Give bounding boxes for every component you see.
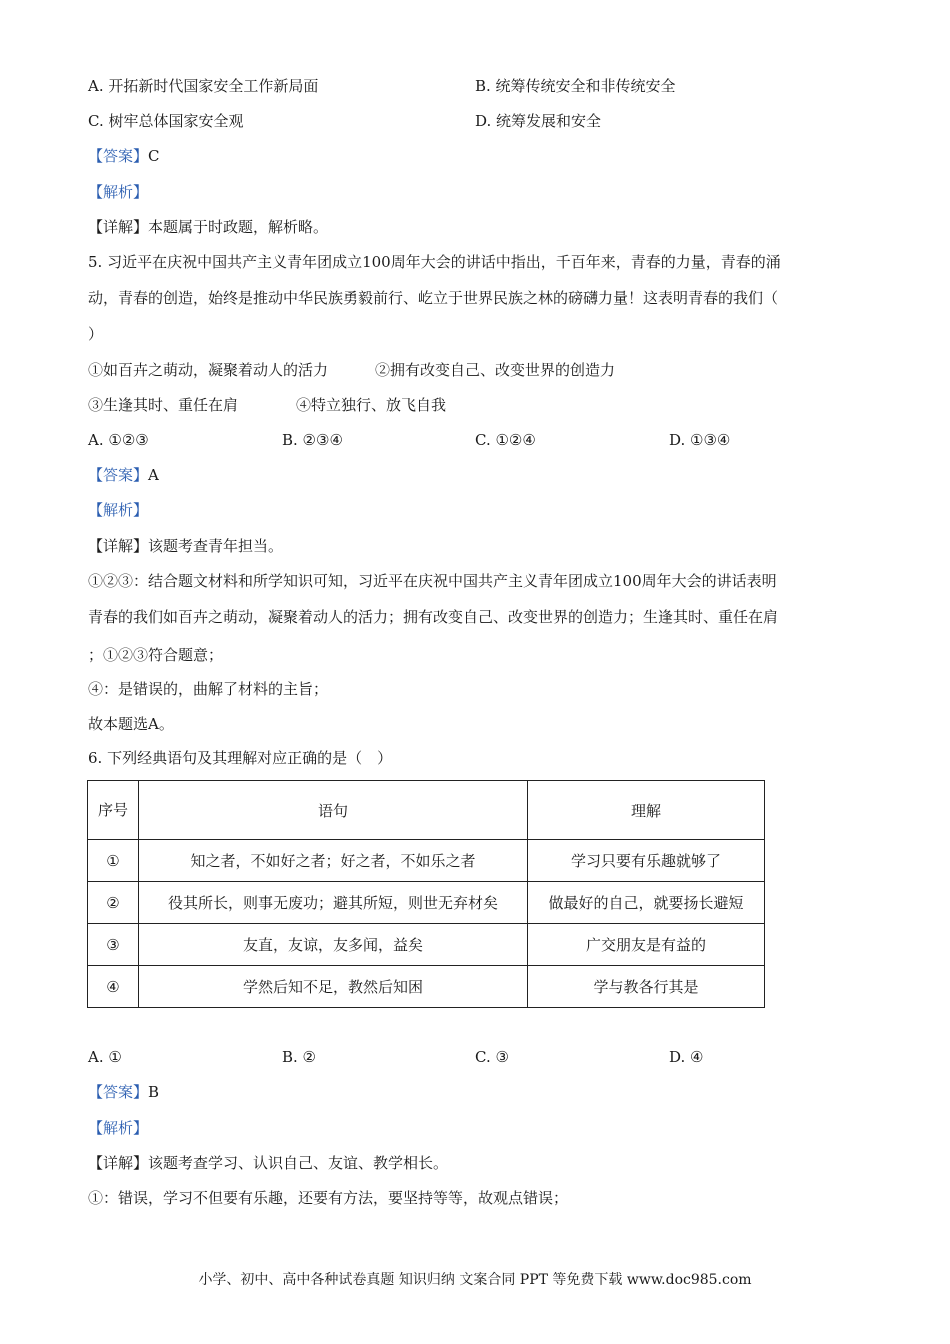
row-sentence: 学然后知不足，教然后知困 [139,966,528,1008]
q5-option-a: A. ①②③ [88,431,149,449]
q5-explanation-line-1: ①②③：结合题文材料和所学知识可知，习近平在庆祝中国共产主义青年团成立100周年大会的讲话表明 [88,572,777,590]
header-understanding: 理解 [528,781,765,840]
row-sentence: 役其所长，则事无废功；避其所短，则世无弃材矣 [139,882,528,924]
q5-stem-line-2: 动，青春的创造，始终是推动中华民族勇毅前行、屹立于世界民族之林的磅礴力量！这表明青春的我们（ [88,289,779,307]
q5-explanation-line-4: ④：是错误的，曲解了材料的主旨； [88,680,329,698]
q5-option-b: B. ②③④ [282,431,343,449]
row-understanding: 学习只要有乐趣就够了 [528,840,765,882]
q5-detail [88,536,283,556]
row-index: ④ [88,966,139,1008]
q6-explanation-line-1: ①：错误，学习不但要有乐趣，还要有方法，要坚持等等，故观点错误； [88,1189,569,1207]
q6-option-a: A. ① [88,1048,122,1066]
q5-item-4: ④特立独行、放飞自我 [296,396,447,414]
q5-option-d: D. ①③④ [669,431,731,449]
table-row [88,882,765,924]
answer-tag: 【答案】 [88,466,149,484]
q4-option-c: C. 树牢总体国家安全观 [88,112,244,130]
q5-analysis-tag: 【解析】 [88,501,149,519]
q4-option-a: A. 开拓新时代国家安全工作新局面 [88,77,319,95]
q5-item-2: ②拥有改变自己、改变世界的创造力 [375,361,616,379]
table-header-row [88,781,765,840]
q5-explanation-line-2: 青春的我们如百卉之萌动，凝聚着动人的活力；拥有改变自己、改变世界的创造力；生逢其时、重任在肩 [88,608,779,626]
detail-text: 本题属于时政题，解析略。 [148,218,329,236]
q6-stem: 6. 下列经典语句及其理解对应正确的是（ ） [88,749,393,767]
q5-item-3: ③生逢其时、重任在肩 [88,396,239,414]
answer-value: C [148,147,160,165]
table-row [88,840,765,882]
row-understanding: 学与教各行其是 [528,966,765,1008]
header-sentence: 语句 [139,781,528,840]
q5-answer [88,465,159,485]
detail-tag: 【详解】 [88,1154,149,1172]
header-index: 序号 [88,781,139,840]
detail-text: 该题考查青年担当。 [148,537,284,555]
q4-option-d: D. 统筹发展和安全 [475,112,602,130]
answer-value: A [148,466,159,484]
q6-answer [88,1082,159,1102]
row-index: ③ [88,924,139,966]
answer-value: B [148,1083,160,1101]
q5-conclusion: 故本题选A。 [88,715,174,733]
page-footer: 小学、初中、高中各种试卷真题 知识归纳 文案合同 PPT 等免费下载 www.doc985.com [198,1272,752,1288]
detail-tag: 【详解】 [88,537,149,555]
detail-text: 该题考查学习、认识自己、友谊、教学相长。 [148,1154,449,1172]
q4-detail [88,217,328,237]
row-understanding: 做最好的自己，就要扬长避短 [528,882,765,924]
detail-tag: 【详解】 [88,218,149,236]
q6-detail [88,1153,448,1173]
q5-stem-line-3: ） [88,325,104,343]
q6-option-b: B. ② [282,1048,317,1066]
q4-answer [88,146,160,166]
row-sentence: 友直，友谅，友多闻，益矣 [139,924,528,966]
table-row [88,924,765,966]
answer-tag: 【答案】 [88,147,149,165]
q6-option-c: C. ③ [475,1048,509,1066]
row-index: ① [88,840,139,882]
q4-option-b: B. 统筹传统安全和非传统安全 [475,77,676,95]
q5-option-c: C. ①②④ [475,431,536,449]
answer-tag: 【答案】 [88,1083,149,1101]
q6-analysis-tag: 【解析】 [88,1119,149,1137]
q6-option-d: D. ④ [669,1048,704,1066]
table-row [88,966,765,1008]
q5-stem-line-1: 5. 习近平在庆祝中国共产主义青年团成立100周年大会的讲话中指出，千百年来，青春的力量，青春的涌 [88,253,781,271]
row-index: ② [88,882,139,924]
q5-explanation-line-3: ；①②③符合题意； [88,646,224,664]
q5-item-1: ①如百卉之萌动，凝聚着动人的活力 [88,361,329,379]
q6-table [87,780,765,1008]
row-understanding: 广交朋友是有益的 [528,924,765,966]
row-sentence: 知之者，不如好之者；好之者，不如乐之者 [139,840,528,882]
q4-analysis-tag: 【解析】 [88,183,149,201]
